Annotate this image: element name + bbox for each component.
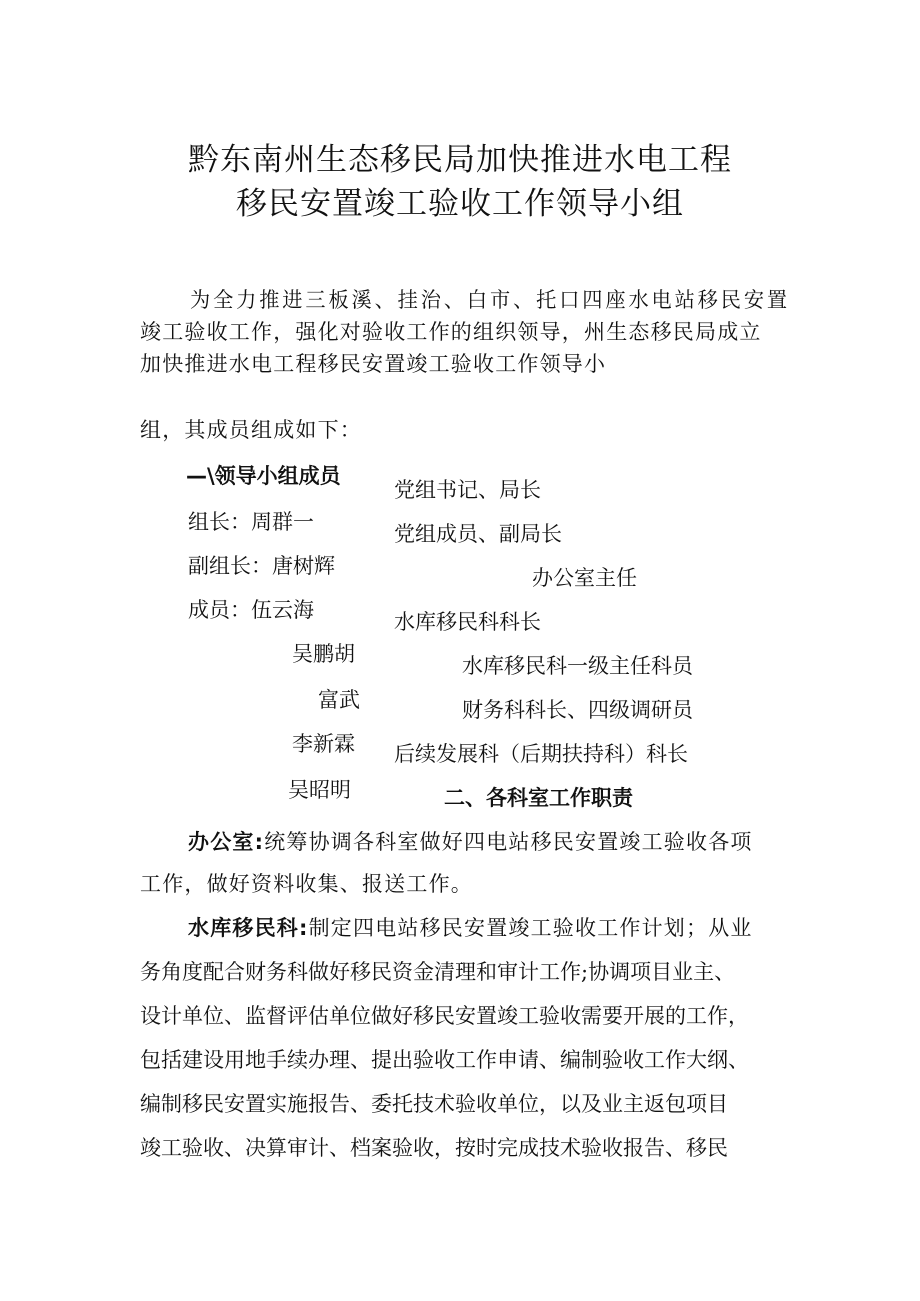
office-text-1: 统筹协调各科室做好四电站移民安置竣工验收各项	[264, 830, 753, 854]
reservoir-paragraph-line-2: 务角度配合财务科做好移民资金清理和审计工作;协调项目业主、	[140, 960, 736, 984]
role-3: 办公室主任	[532, 566, 637, 590]
office-label: 办公室:	[188, 830, 265, 854]
member-2: 吴鹏胡	[292, 642, 355, 666]
member-3: 富武	[318, 688, 360, 712]
member-deputy: 副组长：唐树辉	[188, 554, 335, 578]
member-4: 李新霖	[292, 732, 355, 756]
reservoir-paragraph-line-5: 编制移民安置实施报告、委托技术验收单位，以及业主返包项目	[140, 1092, 728, 1116]
role-7: 后续发展科（后期扶持科）科长	[394, 742, 688, 766]
intro-line-2: 竣工验收工作，强化对验收工作的组织领导，州生态移民局成立	[140, 320, 762, 344]
role-6: 财务科科长、四级调研员	[462, 698, 693, 722]
office-paragraph-line-1	[188, 826, 753, 856]
section-heading-duties: 二、各科室工作职责	[444, 786, 633, 810]
reservoir-text-1: 制定四电站移民安置竣工验收工作计划；从业	[308, 916, 753, 940]
section-heading-leadership: —\领导小组成员	[186, 464, 341, 488]
document-title-line-2: 移民安置竣工验收工作领导小组	[236, 186, 684, 222]
reservoir-label: 水库移民科:	[188, 916, 309, 940]
member-leader: 组长：周群一	[188, 510, 314, 534]
office-paragraph-line-2: 工作，做好资料收集、报送工作。	[140, 872, 473, 896]
reservoir-paragraph-line-6: 竣工验收、决算审计、档案验收，按时完成技术验收报告、移民	[140, 1136, 728, 1160]
document-title-line-1: 黔东南州生态移民局加快推进水电工程	[188, 142, 732, 178]
intro-line-3: 加快推进水电工程移民安置竣工验收工作领导小	[140, 352, 607, 376]
reservoir-paragraph-line-3: 设计单位、监督评估单位做好移民安置竣工验收需要开展的工作，	[140, 1004, 749, 1028]
role-2: 党组成员、副局长	[394, 522, 562, 546]
member-5: 吴昭明	[288, 778, 351, 802]
reservoir-paragraph-line-4: 包括建设用地手续办理、提出验收工作申请、编制验收工作大纲、	[140, 1048, 749, 1072]
intro-line-1: 为全力推进三板溪、挂治、白市、托口四座水电站移民安置	[190, 288, 790, 312]
role-4: 水库移民科科长	[394, 610, 541, 634]
role-1: 党组书记、局长	[394, 478, 541, 502]
reservoir-paragraph-line-1	[188, 912, 753, 942]
intro-line-4: 组，其成员组成如下：	[140, 418, 362, 442]
role-5: 水库移民科一级主任科员	[462, 654, 693, 678]
member-1: 成员：伍云海	[188, 598, 314, 622]
